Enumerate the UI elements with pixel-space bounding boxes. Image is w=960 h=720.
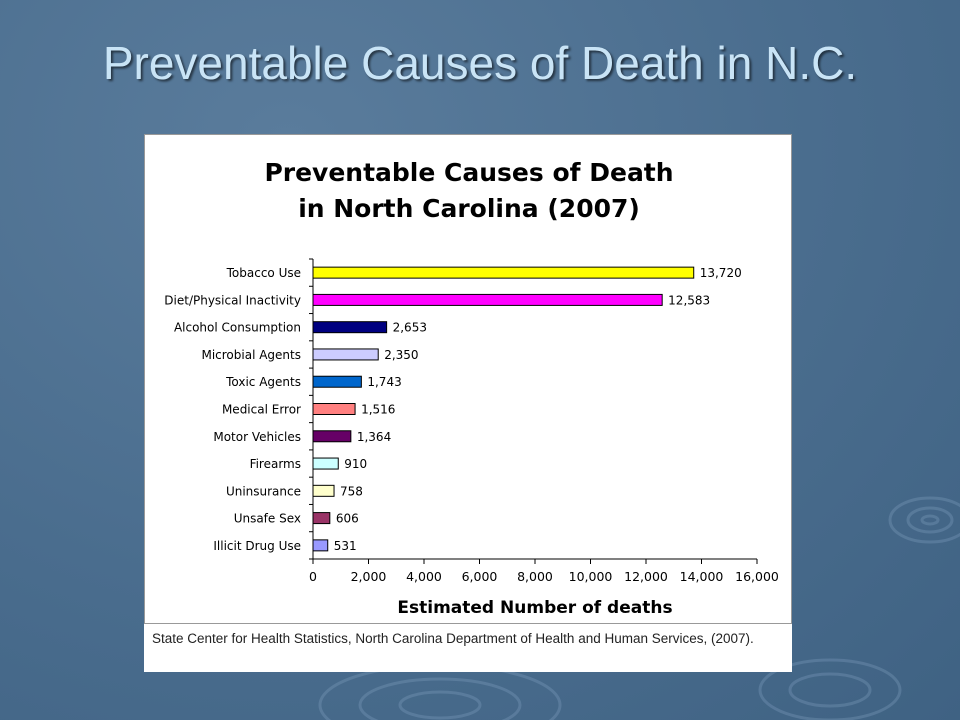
value-label: 2,653 [392,320,427,335]
category-label: Tobacco Use [226,266,301,281]
category-label: Microbial Agents [201,347,301,362]
value-label: 13,720 [699,266,742,281]
category-label: Diet/Physical Inactivity [164,293,301,308]
chart-title-line-2: in North Carolina (2007) [298,194,640,223]
category-label: Toxic Agents [226,375,301,390]
value-label: 531 [333,538,357,553]
bar [313,540,328,551]
category-label: Uninsurance [225,484,301,499]
x-tick-label: 14,000 [679,569,724,584]
x-tick-label: 6,000 [461,569,498,584]
category-label: Firearms [249,457,301,472]
category-label: Motor Vehicles [213,429,301,444]
bar [313,431,351,442]
x-tick-label: 16,000 [735,569,779,584]
value-label: 12,583 [668,293,711,308]
bar [313,376,361,387]
bar [313,267,694,278]
x-tick-label: 12,000 [624,569,668,584]
x-tick-label: 4,000 [406,569,442,584]
source-caption: State Center for Health Statistics, North Carolina Department of Health and Human Services, (2007). [144,624,792,672]
category-label: Medical Error [221,402,301,417]
value-label: 758 [340,484,363,499]
x-tick-label: 8,000 [517,569,553,584]
x-tick-label: 0 [309,569,317,584]
bar [313,294,662,305]
category-label: Illicit Drug Use [213,538,301,553]
bar [313,404,355,415]
bar [313,513,330,524]
slide-title: Preventable Causes of Death in N.C. [102,37,858,89]
value-label: 606 [335,511,359,526]
bar [313,485,334,496]
category-label: Alcohol Consumption [173,320,301,335]
value-label: 1,743 [367,375,402,390]
chart-title-line-1: Preventable Causes of Death [264,158,674,187]
x-axis-title: Estimated Number of deaths [397,598,673,618]
bar [313,349,378,360]
bar [313,322,387,333]
bar [313,458,338,469]
chart-panel [144,134,792,624]
value-label: 1,516 [361,402,396,417]
x-tick-label: 2,000 [350,569,387,584]
value-label: 1,364 [356,429,392,444]
value-label: 2,350 [384,347,419,362]
category-label: Unsafe Sex [233,511,301,526]
x-tick-label: 10,000 [568,569,613,584]
value-label: 910 [344,457,368,472]
bar-chart [145,135,793,625]
